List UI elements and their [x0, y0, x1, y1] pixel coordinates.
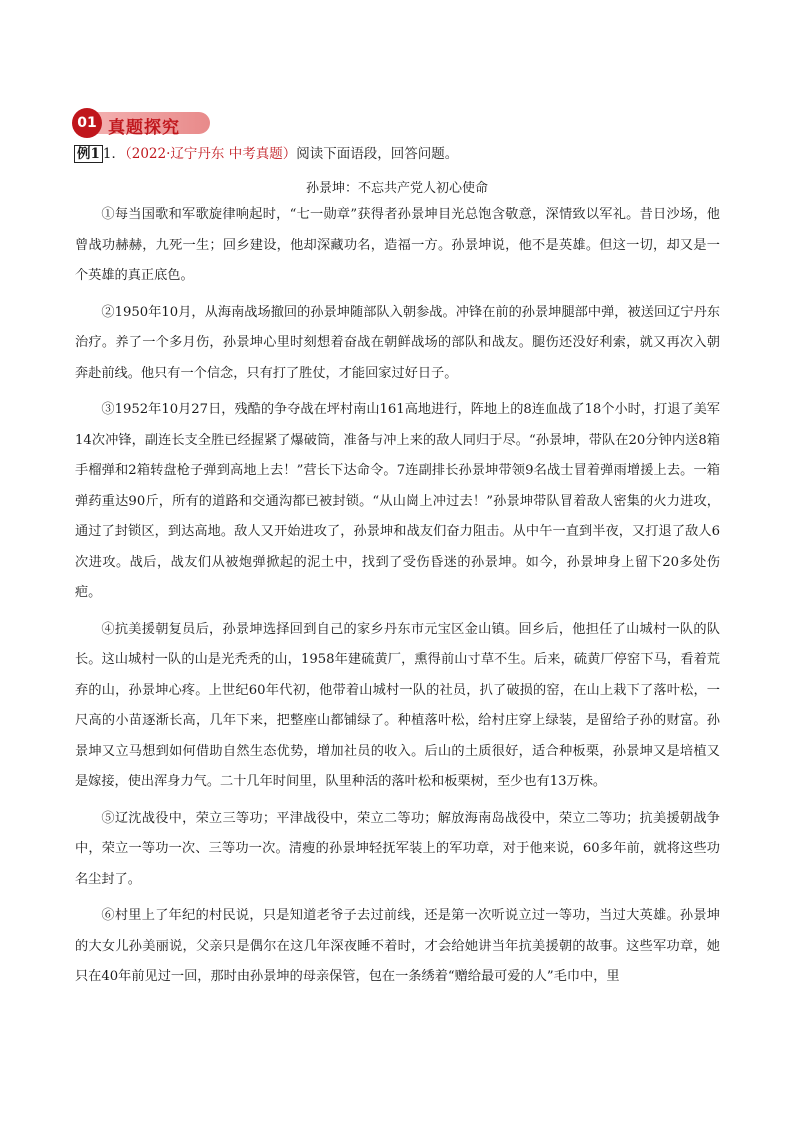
paragraph-6: ⑥村里上了年纪的村民说，只是知道老爷子去过前线，还是第一次听说立过一等功，当过大英雄。孙景坤的大女儿孙美丽说，父亲只是偶尔在这几年深夜睡不着时，才会给她讲当年抗美援朝的故事。这些军功章，她只在40年前见过一回，那时由孙景坤的母亲保管，包在一条绣着“赠给最可爱的人”毛巾中，里 — [75, 908, 720, 984]
question-header — [74, 144, 458, 164]
article-title: 孙景坤：不忘共产党人初心使命 — [305, 181, 488, 196]
section-title: 真题探究 — [108, 118, 180, 138]
article-body — [75, 200, 720, 999]
example-tag: 例1 — [74, 145, 103, 163]
paragraph-1: ①每当国歌和军歌旋律响起时，“七一勋章”获得者孙景坤目光总饱含敬意，深情致以军礼。昔日沙场，他曾战功赫赫，九死一生；回乡建设，他却深藏功名，造福一方。孙景坤说，他不是英雄。但这一切，却又是一个英雄的真正底色。 — [75, 207, 720, 283]
section-banner — [72, 108, 212, 138]
paragraph-5: ⑤辽沈战役中，荣立三等功；平津战役中，荣立二等功；解放海南岛战役中，荣立二等功；抗美援朝战争中，荣立一等功一次、三等功一次。清瘦的孙景坤轻抚军装上的军功章，对于他来说，60多年前，就将这些功名尘封了。 — [75, 810, 720, 887]
paragraph-3: ③1952年10月27日，残酷的争夺战在坪村南山161高地进行，阵地上的8连血战了18个小时，打退了美军14次冲锋，副连长支全胜已经握紧了爆破筒，准备与冲上来的敌人同归于尽。“孙景坤，带队在20分钟内送8箱手榴弹和2箱转盘枪子弹到高地上去！”营长下达命令。7连副排长孙景坤带领9名战士冒着弹雨增援上去。一箱弹药重达90斤，所有的道路和交通沟都已被封锁。“从山崗上冲过去！”孙景坤带队冒着敌人密集的火力进攻，通过了封锁区，到达高地。敌人又开始进攻了，孙景坤和战友们奋力阻击。从中午一直到半夜，又打退了敌人6次进攻。战后，战友们从被炮弹掀起的泥土中，找到了受伤昏迷的孙景坤。如今，孙景坤身上留下20多处伤疤。 — [75, 402, 720, 600]
section-number-badge: 01 — [72, 108, 102, 138]
paragraph-2: ②1950年10月，从海南战场撤回的孙景坤随部队入朝参战。冲锋在前的孙景坤腿部中弹，被送回辽宁丹东治疗。养了一个多月伤，孙景坤心里时刻想着奋战在朝鲜战场的部队和战友。腿伤还没好利索，就又再次入朝奔赴前线。他只有一个信念，只有打了胜仗，才能回家过好日子。 — [75, 304, 720, 381]
question-source: （2022·辽宁丹东 中考真题） — [125, 146, 297, 162]
question-number: 1． — [102, 146, 125, 162]
paragraph-4: ④抗美援朝复员后，孙景坤选择回到自己的家乡丹东市元宝区金山镇。回乡后，他担任了山城村一队的队长。这山城村一队的山是光秃秃的山，1958年建硫黄厂，熏得前山寸草不生。后来，硫黄厂停窑下马，看着荒弃的山，孙景坤心疼。上世纪60年代初，他带着山城村一队的社员，扒了破损的窑，在山上栽下了落叶松，一尺高的小苗逐渐长高，几年下来，把整座山都铺绿了。种植落叶松，给村庄穿上绿装，是留给子孙的财富。孙景坤又立马想到如何借助自然生态优势，增加社员的收入。后山的土质很好，适合种板栗，孙景坤又是培植又是嫁接，使出浑身力气。二十几年时间里，队里种活的落叶松和板栗树，至少也有13万株。 — [75, 621, 720, 789]
question-prompt: 阅读下面语段，回答问题。 — [296, 146, 459, 162]
